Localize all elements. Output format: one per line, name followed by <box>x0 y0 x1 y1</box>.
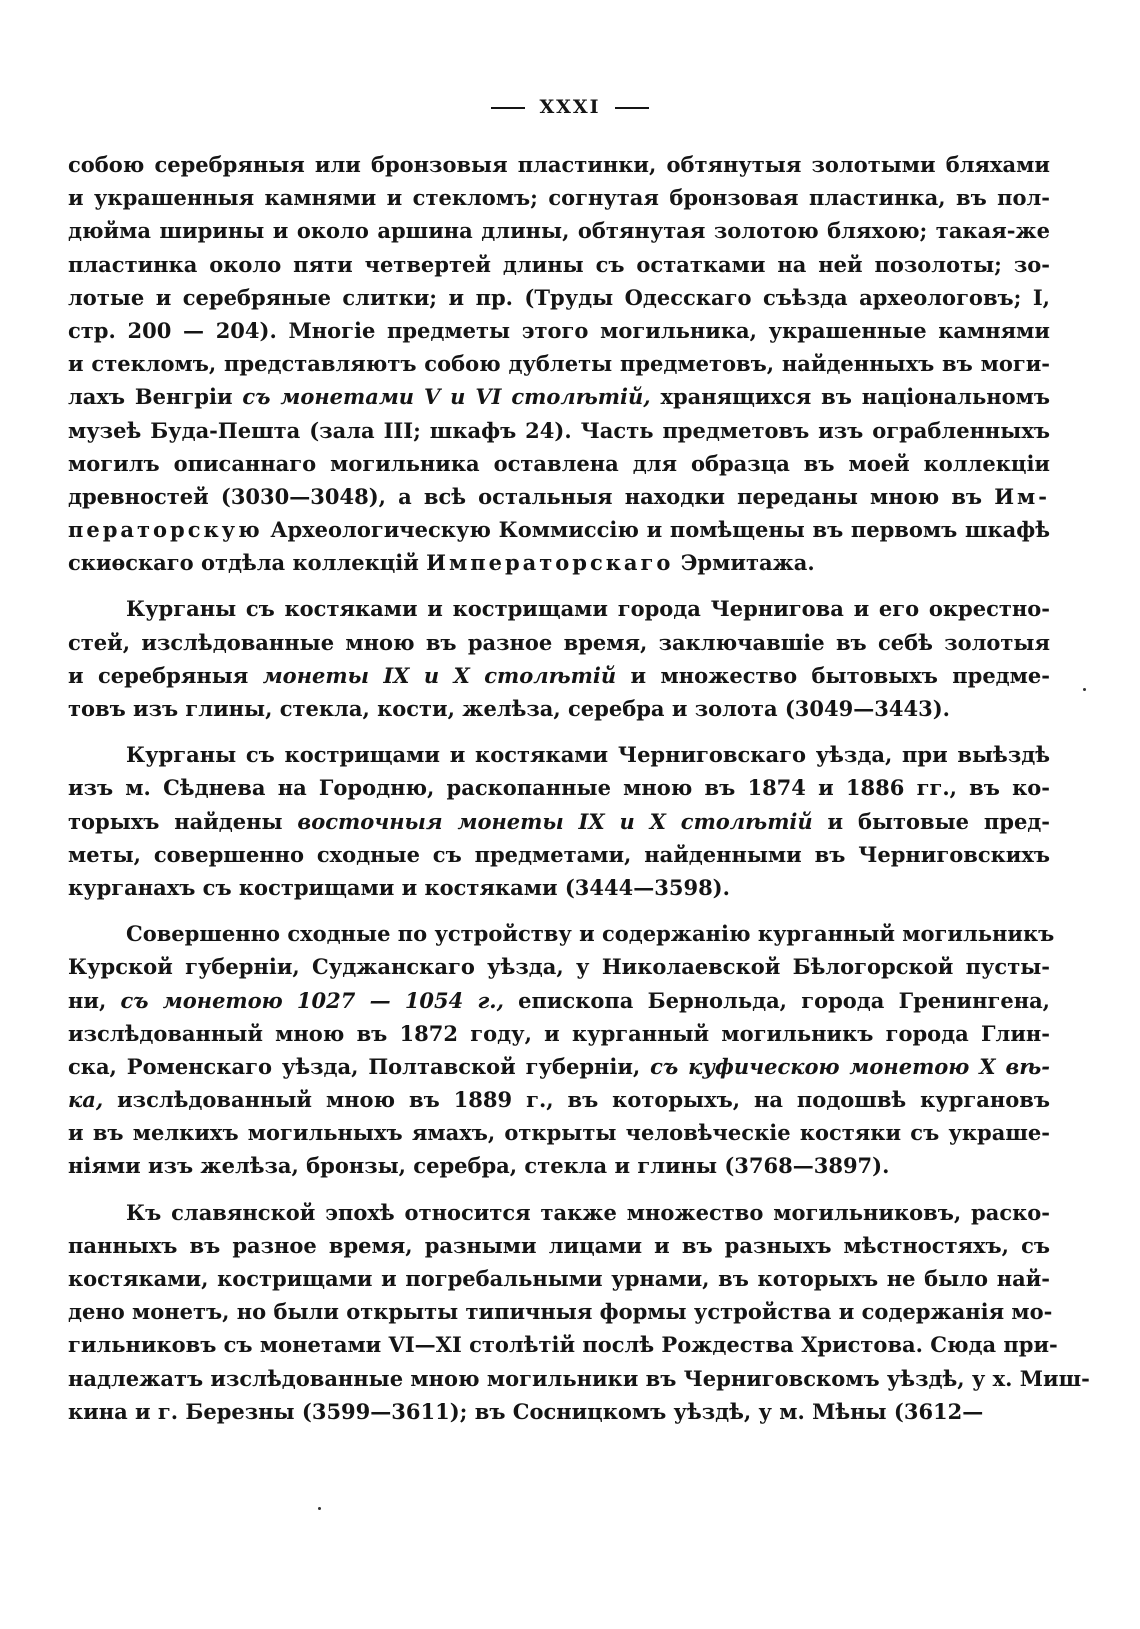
text-line <box>68 181 1050 214</box>
text-line <box>68 546 1050 579</box>
text-line <box>68 314 1050 347</box>
text-run: кина и г. Березны (3599—3611); въ Сосницкомъ уѣздѣ, у м. Мѣны (3612— <box>68 1398 984 1424</box>
text-line <box>68 1395 1050 1428</box>
paragraph <box>68 738 1050 904</box>
text-line <box>68 1050 1050 1083</box>
text-line <box>68 480 1050 513</box>
text-line <box>68 984 1050 1017</box>
text-run: Эрмитажа. <box>673 550 815 576</box>
text-run: дено монетъ, но были открыты типичныя формы устройства и содержанія мо- <box>68 1299 1053 1325</box>
text-line <box>68 659 1050 692</box>
paragraph-gap <box>68 579 1050 592</box>
text-line <box>68 1229 1050 1262</box>
text-run: и украшенныя камнями и стекломъ; согнутая бронзовая пластинка, въ пол- <box>68 185 1050 211</box>
text-run: и стекломъ, представляютъ собою дублеты предметовъ, найденныхъ въ моги- <box>68 351 1050 377</box>
text-line <box>68 950 1050 983</box>
left-dash <box>491 107 525 109</box>
paragraph-gap <box>68 1183 1050 1196</box>
spaced-run: Им- <box>994 483 1050 509</box>
text-run: товъ изъ глины, стекла, кости, желѣза, серебра и золота (3049—3443). <box>68 696 950 721</box>
text-line <box>68 347 1050 380</box>
text-run: ніями изъ желѣза, бронзы, серебра, стекла и глины (3768—3897). <box>68 1153 890 1179</box>
text-line <box>68 281 1050 314</box>
paragraph-gap <box>68 904 1050 917</box>
text-line <box>68 1149 1050 1182</box>
text-run: и бытовые пред- <box>812 808 1051 834</box>
text-run: ни, <box>68 987 121 1013</box>
text-line <box>68 414 1050 447</box>
text-line <box>68 380 1050 413</box>
text-run: стей, изслѣдованные мною въ разное время, заключавшіе въ себѣ золотыя <box>68 629 1050 655</box>
text-line <box>68 214 1050 247</box>
text-line <box>68 1017 1050 1050</box>
text-line <box>68 1362 1090 1395</box>
text-line <box>68 1116 1050 1149</box>
right-dash <box>615 107 649 109</box>
text-run: костяками, кострищами и погребальными урнами, въ которыхъ не было най- <box>68 1266 1050 1291</box>
text-line <box>68 592 1050 625</box>
text-run: музеѣ Буда-Пешта (зала III; шкафъ 24). Часть предметовъ изъ ограбленныхъ <box>68 417 1050 443</box>
running-head <box>0 96 1140 118</box>
text-run: и въ мелкихъ могильныхъ ямахъ, открыты человѣческіе костяки съ украше- <box>68 1120 1050 1146</box>
text-run: дюйма ширины и около аршина длины, обтянутая золотою бляхою; такая-же <box>68 218 1050 244</box>
italic-run: съ куфическою монетою X вѣ- <box>650 1053 1050 1079</box>
text-run: стр. 200 — 204). Многіе предметы этого могильника, украшенные камнями <box>68 317 1050 343</box>
text-run: собою серебряныя или бронзовыя пластинки, обтянутыя золотыми бляхами <box>68 152 1050 177</box>
text-run: изслѣдованный мною въ 1889 г., въ которыхъ, на подошвѣ кургановъ <box>103 1087 1050 1113</box>
text-line <box>68 871 1050 904</box>
text-run: лахъ Венгріи <box>68 384 243 410</box>
text-line <box>68 917 1055 950</box>
text-run: могилъ описаннаго могильника оставлена для образца въ моей коллекціи <box>68 450 1050 476</box>
paragraph <box>68 592 1050 725</box>
text-run: Курской губерніи, Суджанскаго уѣзда, у Николаевской Бѣлогорской пусты- <box>68 954 1050 980</box>
print-speck <box>318 1507 321 1510</box>
text-run: гильниковъ съ монетами VI—XI столѣтій послѣ Рождества Христова. Сюда при- <box>68 1332 1058 1358</box>
page-number: XXXI <box>539 96 601 118</box>
text-run: пластинка около пяти четвертей длины съ остатками на ней позолоты; зо- <box>68 251 1050 277</box>
text-line <box>68 1262 1050 1295</box>
italic-run: съ монетами V и VI столѣтій, <box>242 384 651 410</box>
spaced-run: Императорскаго <box>426 550 674 576</box>
text-run: лотые и серебряные слитки; и пр. (Труды Одесскаго съѣзда археологовъ; I, <box>68 284 1050 310</box>
paragraph <box>68 917 1055 1183</box>
text-run: изъ м. Сѣднева на Городню, раскопанные мною въ 1874 и 1886 гг., въ ко- <box>68 775 1050 801</box>
text-line <box>68 692 1050 725</box>
text-line <box>68 626 1050 659</box>
text-line <box>68 1328 1058 1361</box>
text-run: курганахъ съ кострищами и костяками (3444—3598). <box>68 874 730 900</box>
italic-run: съ монетою 1027 — 1054 г., <box>120 987 504 1013</box>
text-run: ска, Роменскаго уѣзда, Полтавской губерніи, <box>68 1053 651 1079</box>
text-run: хранящихся въ національномъ <box>650 384 1050 410</box>
paragraph-gap <box>68 725 1050 738</box>
text-run: торыхъ найдены <box>68 808 298 834</box>
text-run: надлежатъ изслѣдованные мною могильники въ Черниговскомъ уѣздѣ, у х. Миш- <box>68 1365 1090 1391</box>
text-line <box>68 738 1050 771</box>
italic-run: монеты IX и X столѣтій <box>262 662 617 688</box>
text-line <box>68 248 1050 281</box>
text-line <box>68 513 1050 546</box>
text-run: меты, совершенно сходные съ предметами, найденными въ Черниговскихъ <box>68 841 1050 867</box>
print-speck <box>1083 688 1086 691</box>
text-line <box>68 771 1050 804</box>
text-run: Курганы съ костяками и кострищами города Чернигова и его окрестно- <box>126 596 1050 622</box>
spaced-run: ператорскую <box>68 517 263 543</box>
text-run: Совершенно сходные по устройству и содержанію курганный могильникъ <box>126 921 1055 947</box>
text-line <box>68 1196 1050 1229</box>
text-run: панныхъ въ разное время, разными лицами и въ разныхъ мѣстностяхъ, съ <box>68 1232 1050 1258</box>
text-run: Археологическую Коммиссію и помѣщены въ первомъ шкафѣ <box>262 517 1050 543</box>
text-run: и серебряныя <box>68 662 263 688</box>
body-text <box>68 148 1090 1428</box>
text-run: изслѣдованный мною въ 1872 году, и курганный могильникъ города Глин- <box>68 1020 1050 1046</box>
text-run: епископа Бернольда, города Гренингена, <box>503 987 1050 1013</box>
text-line <box>68 447 1050 480</box>
paragraph <box>68 1196 1090 1428</box>
text-run: и множество бытовыхъ предме- <box>616 662 1050 688</box>
text-line <box>68 1083 1050 1116</box>
text-run: Курганы съ кострищами и костяками Черниговскаго уѣзда, при выѣздѣ <box>126 742 1050 768</box>
paragraph <box>68 148 1050 579</box>
text-run: скиѳскаго отдѣла коллекцій <box>68 550 427 576</box>
italic-run: восточныя монеты IX и X столѣтій <box>297 808 813 834</box>
text-line <box>68 838 1050 871</box>
text-run: древностей (3030—3048), а всѣ остальныя находки переданы мною въ <box>68 483 995 509</box>
text-run: Къ славянской эпохѣ относится также множество могильниковъ, раско- <box>126 1199 1050 1225</box>
italic-run: ка, <box>68 1087 104 1113</box>
text-line <box>68 148 1050 181</box>
text-line <box>68 1295 1053 1328</box>
text-line <box>68 805 1050 838</box>
